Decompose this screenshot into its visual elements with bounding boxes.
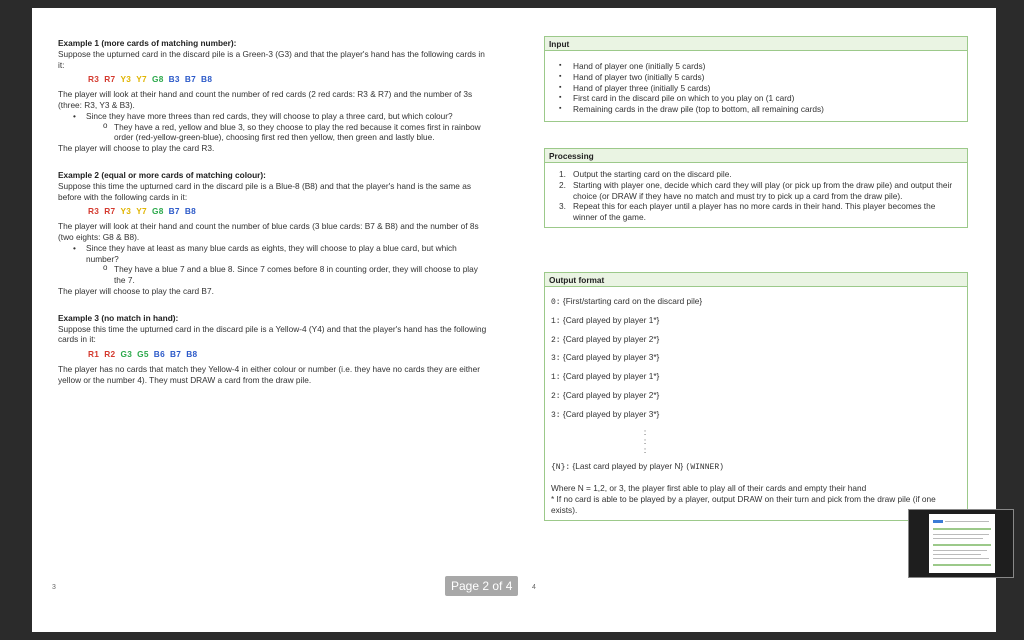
card: G3 (120, 349, 133, 360)
example1-heading: Example 1 (more cards of matching number): (58, 38, 237, 48)
card: B7 (170, 349, 182, 360)
output-line: 1: {Card played by player 1*} (551, 371, 660, 383)
page-number-mid: 4 (532, 584, 536, 591)
page-indicator: Page 2 of 4 (445, 576, 518, 596)
output-line: 0: {First/starting card on the discard pile} (551, 296, 703, 307)
examples-column (58, 38, 488, 386)
card: R7 (104, 74, 116, 85)
thumbnail-preview (929, 514, 995, 573)
list-item: ▪ Hand of player one (initially 5 cards) (573, 61, 961, 72)
example1-cards (88, 74, 488, 85)
example2-count: The player will look at their hand and count the number of blue cards (3 blue cards: B7 & B8) and the number of 8s (two eights: G8 & B8). (58, 221, 479, 242)
card: G8 (151, 74, 164, 85)
card: Y3 (120, 74, 132, 85)
output-line: 1: {Card played by player 1*} (551, 314, 660, 326)
input-box (544, 36, 968, 122)
example2-heading: Example 2 (equal or more cards of matching colour): (58, 169, 266, 180)
example2-subpoint: o They have a blue 7 and a blue 8. Since 7 comes before 8 in counting order, they will choose to play the 7. (58, 264, 488, 286)
card: B8 (201, 74, 213, 85)
card: B8 (184, 206, 197, 217)
example2-cards (88, 206, 488, 217)
card: R3 (88, 74, 100, 85)
document-page (32, 8, 996, 632)
example2-bullet: • Since they have at least as many blue cards as eights, they will choose to play a blue card, but which number? (58, 243, 488, 265)
input-box-title: Input (545, 37, 967, 51)
card: Y7 (136, 74, 147, 85)
example1-result: The player will choose to play the card R3. (58, 143, 215, 154)
card: B7 (168, 206, 180, 217)
output-line-last: {N}: {Last card played by player N} (WINNER) (551, 460, 724, 472)
example1-count: The player will look at their hand and count the number of red cards (2 red cards: R3 & R7) and the number of 3s (three: R3, Y3 & B3). (58, 89, 473, 110)
example1-bullet: • Since they have more threes than red cards, they will choose to play a three card, but which colour? (58, 111, 488, 122)
example3-cards (88, 349, 488, 360)
card: R2 (104, 349, 116, 360)
list-item-text: Repeat this for each player until a player has no more cards in their hand. This player becomes the winner of the game. (573, 201, 936, 223)
list-item: ▪ First card in the discard pile on which to you play on (1 card) (573, 93, 961, 104)
list-item-text: Starting with player one, decide which card they will play (or pick up from the draw pile) and output their choice (or DRAW if they have no match and must try to pick up a card from the draw pile). (573, 179, 953, 201)
list-item-text: Output the starting card on the discard pile. (573, 169, 732, 179)
example3-count: The player has no cards that match they Yellow-4 in either colour or number (i.e. they have no cards they are either yellow or the number 4). They must DRAW a card from the draw pile. (58, 363, 480, 385)
output-line: 3: {Card played by player 3*} (551, 408, 660, 420)
card: Y7 (136, 206, 147, 217)
page-thumbnail[interactable] (908, 509, 1014, 578)
output-note-n: Where N = 1,2, or 3, the player first able to play all of their cards and empty their hand (551, 483, 867, 494)
output-line: 2: {Card played by player 2*} (551, 389, 660, 401)
output-box-title: Output format (545, 273, 967, 287)
list-item: 2. Starting with player one, decide which card they will play (or pick up from the draw pile) and output their choice (or DRAW if they have no match and must try to pick up a card from the draw pile). (559, 179, 953, 201)
ellipsis-dots: : : : (643, 426, 647, 455)
card: G8 (151, 206, 164, 217)
list-item: ▪ Remaining cards in the draw pile (top to bottom, all remaining cards) (573, 104, 961, 115)
output-line: 3: {Card played by player 3*} (551, 352, 660, 364)
card: R7 (104, 206, 116, 217)
card: B8 (186, 349, 198, 360)
card: B7 (184, 74, 197, 85)
example2-intro: Suppose this time the upturned card in the discard pile is a Blue-8 (B8) and that the player's hand is the same as before with the following cards in it: (58, 180, 471, 202)
card: R1 (88, 349, 100, 360)
output-format-box (544, 272, 968, 521)
list-item: 1. Output the starting card on the discard pile. (559, 169, 732, 179)
card: Y3 (120, 206, 132, 217)
example3-intro: Suppose this time the upturned card in the discard pile is a Yellow-4 (Y4) and that the player's hand has the following cards in it: (58, 323, 487, 345)
page-number-left: 3 (52, 584, 56, 591)
processing-list (551, 169, 961, 223)
card: R3 (88, 206, 100, 217)
list-item: ▪ Hand of player two (initially 5 cards) (573, 72, 961, 83)
card: B3 (168, 74, 180, 85)
input-list (551, 61, 961, 115)
processing-box (544, 148, 968, 228)
example1-subpoint: o They have a red, yellow and blue 3, so they choose to play the red because it comes first in rainbow order (red-yellow-green-blue), choosing first red then yellow, then green and lastly blue. (58, 122, 488, 144)
list-item: 3. Repeat this for each player until a player has no more cards in their hand. This player becomes the winner of the game. (559, 201, 936, 223)
card: G5 (137, 349, 149, 360)
output-line: 2: {Card played by player 2*} (551, 333, 660, 345)
example2-result: The player will choose to play the card B7. (58, 285, 214, 296)
list-item: ▪ Hand of player three (initially 5 cards) (573, 83, 961, 94)
example3-heading: Example 3 (no match in hand): (58, 312, 179, 323)
example1-intro: Suppose the upturned card in the discard pile is a Green-3 (G3) and that the player's hand has the following cards in it: (58, 48, 485, 70)
processing-box-title: Processing (545, 149, 967, 163)
output-note-draw: * If no card is able to be played by a player, output DRAW on their turn and pick from the draw pile (if one exists). (551, 494, 936, 515)
card: B6 (153, 349, 165, 360)
